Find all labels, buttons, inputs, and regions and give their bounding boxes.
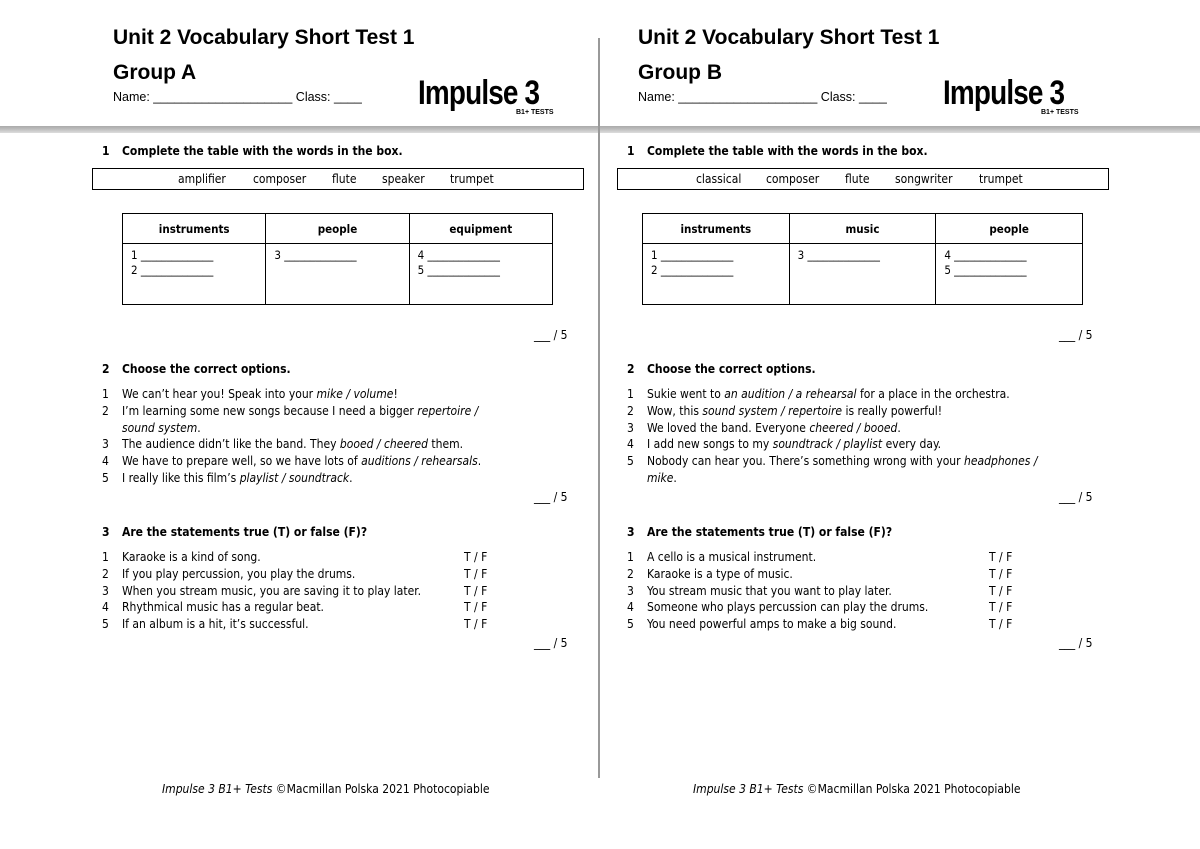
table-header: instruments xyxy=(123,214,266,244)
vocabulary-table xyxy=(122,213,553,305)
item-number: 4 xyxy=(627,437,634,452)
question-number: 2 xyxy=(102,362,110,376)
table-header: music xyxy=(789,214,936,244)
word-box-item: composer xyxy=(253,172,307,186)
question-number: 2 xyxy=(627,362,635,376)
word-box-item: composer xyxy=(766,172,820,186)
option-choice[interactable]: soundtrack / playlist xyxy=(772,437,883,452)
statement-text: Karaoke is a type of music. xyxy=(647,566,793,581)
statement-text: A cello is a musical instrument. xyxy=(647,550,817,564)
item-text xyxy=(122,403,478,420)
question-number: 1 xyxy=(102,144,110,158)
answer-blank[interactable]: 3 ______________ xyxy=(797,248,880,262)
test-title: Unit 2 Vocabulary Short Test 1 xyxy=(638,26,940,49)
name-class-line: Name: ____________________ Class: ____ xyxy=(638,90,887,104)
question-text: Complete the table with the words in the box. xyxy=(122,144,403,158)
item-text-before: The audience didn’t like the band. They xyxy=(122,437,340,452)
score-field[interactable]: ___ / 5 xyxy=(1059,490,1093,504)
score-field[interactable]: ___ / 5 xyxy=(534,636,568,650)
word-box-item: amplifier xyxy=(178,172,226,186)
footer-copyright: ©Macmillan Polska 2021 Photocopiable xyxy=(803,782,1021,796)
item-number: 4 xyxy=(102,454,109,469)
item-number: 5 xyxy=(627,617,634,632)
statement-text: You need powerful amps to make a big sound. xyxy=(647,617,897,632)
option-choice[interactable]: sound system xyxy=(122,420,198,435)
item-text xyxy=(647,436,941,453)
answer-blank[interactable]: 1 ______________ xyxy=(131,248,214,262)
statement-text: When you stream music, you are saving it to play later. xyxy=(122,583,422,598)
item-text-before: I really like this film’s xyxy=(122,471,240,485)
statement-text: Karaoke is a kind of song. xyxy=(122,550,261,564)
logo-subtitle: B1+ TESTS xyxy=(1041,109,1079,116)
footer-title: Impulse 3 B1+ Tests xyxy=(693,782,804,796)
table-cell xyxy=(789,244,936,305)
item-text-after: . xyxy=(197,420,201,435)
table-cell xyxy=(266,244,409,305)
table-header: people xyxy=(936,214,1083,244)
item-text-after: . xyxy=(897,420,901,435)
item-number: 1 xyxy=(102,550,109,564)
word-box-item: classical xyxy=(696,172,742,186)
impulse-logo: Impulse 3 xyxy=(943,74,1065,112)
item-text xyxy=(122,420,201,437)
answer-blank[interactable]: 4 ______________ xyxy=(944,248,1027,262)
word-box-item: trumpet xyxy=(979,172,1023,186)
word-box xyxy=(617,168,1109,190)
option-choice[interactable]: mike / volume xyxy=(316,387,394,401)
group-label: Group A xyxy=(113,61,197,84)
item-text xyxy=(647,386,1010,403)
word-box-item: songwriter xyxy=(895,172,953,186)
true-false-choice[interactable]: T / F xyxy=(464,600,488,615)
answer-blank[interactable]: 5 ______________ xyxy=(944,263,1027,277)
word-box-item: flute xyxy=(332,172,357,186)
question-text: Choose the correct options. xyxy=(647,362,816,376)
true-false-choice[interactable]: T / F xyxy=(464,566,488,581)
score-field[interactable]: ___ / 5 xyxy=(1059,328,1093,342)
item-text-before: Sukie went to xyxy=(647,387,725,401)
name-class-line: Name: ____________________ Class: ____ xyxy=(113,90,362,104)
footer xyxy=(162,782,489,796)
true-false-choice[interactable]: T / F xyxy=(989,617,1013,632)
true-false-choice[interactable]: T / F xyxy=(989,583,1013,598)
item-number: 3 xyxy=(102,583,109,598)
item-number: 2 xyxy=(102,566,109,581)
item-text xyxy=(647,470,677,487)
statement-text: You stream music that you want to play later. xyxy=(647,583,892,598)
table-header: instruments xyxy=(643,214,790,244)
answer-blank[interactable]: 4 ______________ xyxy=(417,248,500,262)
item-number: 5 xyxy=(102,471,109,485)
score-field[interactable]: ___ / 5 xyxy=(534,328,568,342)
item-text-before: I add new songs to my xyxy=(647,437,773,452)
option-choice[interactable]: playlist / soundtrack xyxy=(239,471,350,485)
item-number: 3 xyxy=(102,437,109,452)
table-header: equipment xyxy=(409,214,552,244)
option-choice[interactable]: cheered / booed xyxy=(809,420,898,435)
option-choice[interactable]: booed / cheered xyxy=(339,437,428,452)
item-text xyxy=(122,453,481,470)
item-text xyxy=(122,436,463,453)
item-number: 3 xyxy=(627,420,634,435)
answer-blank[interactable]: 1 ______________ xyxy=(651,248,734,262)
item-number: 5 xyxy=(102,617,109,632)
item-number: 1 xyxy=(627,550,634,564)
true-false-choice[interactable]: T / F xyxy=(464,617,488,632)
true-false-choice[interactable]: T / F xyxy=(989,566,1013,581)
item-number: 3 xyxy=(627,583,634,598)
item-text-after: ! xyxy=(393,387,398,401)
answer-blank[interactable]: 2 ______________ xyxy=(651,263,734,277)
item-number: 1 xyxy=(627,387,634,401)
option-choice[interactable]: an audition / a rehearsal xyxy=(724,387,857,401)
word-box-item: trumpet xyxy=(450,172,494,186)
question-text: Are the statements true (T) or false (F)? xyxy=(122,525,368,539)
true-false-choice[interactable]: T / F xyxy=(464,583,488,598)
item-text-before: I’m learning some new songs because I need a bigger xyxy=(122,403,418,418)
table-cell xyxy=(643,244,790,305)
item-text xyxy=(647,420,901,437)
item-text xyxy=(122,386,398,403)
true-false-choice[interactable]: T / F xyxy=(989,600,1013,615)
impulse-logo: Impulse 3 xyxy=(418,74,540,112)
item-text-after: . xyxy=(673,471,677,485)
footer xyxy=(693,782,1020,796)
option-choice[interactable]: auditions / rehearsals xyxy=(361,454,478,469)
item-text-before: Wow, this xyxy=(647,403,703,418)
statement-text: Someone who plays percussion can play the drums. xyxy=(647,600,929,615)
answer-blank[interactable]: 3 ______________ xyxy=(274,248,357,262)
item-number: 4 xyxy=(102,600,109,615)
table-cell xyxy=(936,244,1083,305)
item-text xyxy=(647,453,1037,470)
true-false-choice[interactable]: T / F xyxy=(989,550,1013,564)
vocabulary-table xyxy=(642,213,1083,305)
item-number: 4 xyxy=(627,600,634,615)
item-text xyxy=(122,470,353,487)
table-header: people xyxy=(266,214,409,244)
item-text-before: We have to prepare well, so we have lots of xyxy=(122,454,362,469)
word-box-item: speaker xyxy=(382,172,425,186)
question-number: 1 xyxy=(627,144,635,158)
question-number: 3 xyxy=(627,525,635,539)
item-text-before: We loved the band. Everyone xyxy=(647,420,810,435)
statement-text: If an album is a hit, it’s successful. xyxy=(122,617,309,632)
item-number: 1 xyxy=(102,387,109,401)
item-number: 2 xyxy=(627,403,634,418)
footer-copyright: ©Macmillan Polska 2021 Photocopiable xyxy=(272,782,490,796)
option-choice[interactable]: repertoire / xyxy=(417,403,479,418)
item-text-before: We can’t hear you! Speak into your xyxy=(122,387,317,401)
word-box-item: flute xyxy=(845,172,870,186)
group-label: Group B xyxy=(638,61,722,84)
question-text: Are the statements true (T) or false (F)? xyxy=(647,525,893,539)
statement-text: Rhythmical music has a regular beat. xyxy=(122,600,324,615)
item-text-after: for a place in the orchestra. xyxy=(856,387,1010,401)
item-number: 2 xyxy=(627,566,634,581)
question-text: Choose the correct options. xyxy=(122,362,291,376)
item-number: 2 xyxy=(102,403,109,418)
option-choice[interactable]: sound system / repertoire xyxy=(702,403,843,418)
answer-blank[interactable]: 2 ______________ xyxy=(131,263,214,277)
word-box xyxy=(92,168,584,190)
item-text-after: is really powerful! xyxy=(842,403,943,418)
item-text-after: . xyxy=(477,454,482,469)
answer-blank[interactable]: 5 ______________ xyxy=(417,263,500,277)
item-text-before: Nobody can hear you. There’s something wrong with your xyxy=(647,454,965,469)
test-title: Unit 2 Vocabulary Short Test 1 xyxy=(113,26,415,49)
test-group-b xyxy=(525,0,1125,849)
question-number: 3 xyxy=(102,525,110,539)
item-text-after: them. xyxy=(427,437,464,452)
table-cell xyxy=(123,244,266,305)
question-text: Complete the table with the words in the box. xyxy=(647,144,928,158)
score-field[interactable]: ___ / 5 xyxy=(1059,636,1093,650)
item-number: 5 xyxy=(627,454,634,469)
item-text-after: every day. xyxy=(882,437,942,452)
score-field[interactable]: ___ / 5 xyxy=(534,490,568,504)
option-choice[interactable]: headphones / xyxy=(964,454,1038,469)
statement-text: If you play percussion, you play the drums. xyxy=(122,566,356,581)
footer-title: Impulse 3 B1+ Tests xyxy=(162,782,273,796)
item-text-after: . xyxy=(349,471,353,485)
logo-subtitle: B1+ TESTS xyxy=(516,109,554,116)
true-false-choice[interactable]: T / F xyxy=(464,550,488,564)
item-text xyxy=(647,403,942,420)
option-choice[interactable]: mike xyxy=(647,471,674,485)
